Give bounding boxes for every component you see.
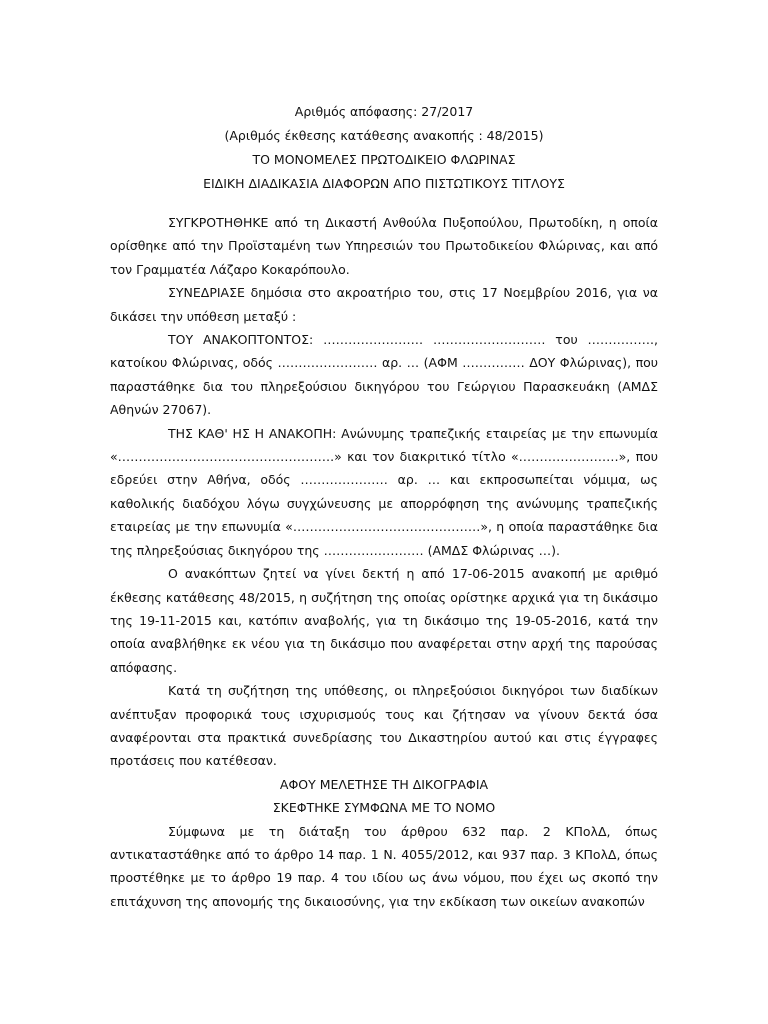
decision-header	[110, 100, 658, 196]
hearing-paragraph: Κατά τη συζήτηση της υπόθεσης, οι πληρεξούσιοι δικηγόροι των διαδίκων ανέπτυξαν προφορικά τους ισχυρισμούς τους και ζήτησαν να γίνουν δεκτά όσα αναφέρονται στα πρακτικά συνεδρίασης του Δικαστηρίου αυτού και στις έγγραφες προτάσεις που κατέθεσαν.	[110, 683, 658, 769]
composition-paragraph: ΣΥΓΚΡΟΤΗΘΗΚΕ από τη Δικαστή Ανθούλα Πυξοπούλου, Πρωτοδίκη, η οποία ορίσθηκε από την Προϊσταμένη των Υπηρεσιών του Πρωτοδικείου Φλώρινας, και από τον Γραμματέα Λάζαρο Κοκαρόπουλο.	[110, 215, 658, 277]
court-name: ΤΟ ΜΟΝΟΜΕΛΕΣ ΠΡΩΤΟΔΙΚΕΙΟ ΦΛΩΡΙΝΑΣ	[252, 152, 516, 167]
procedure-title: ΕΙΔΙΚΗ ΔΙΑΔΙΚΑΣΙΑ ΔΙΑΦΟΡΩΝ ΑΠΟ ΠΙΣΤΩΤΙΚΟΥΣ ΤΙΤΛΟΥΣ	[203, 176, 565, 191]
considered-heading: ΣΚΕΦΤΗΚΕ ΣΥΜΦΩΝΑ ΜΕ ΤΟ ΝΟΜΟ	[272, 800, 496, 816]
session-paragraph: ΣΥΝΕΔΡΙΑΣΕ δημόσια στο ακροατήριο του, στις 17 Νοεμβρίου 2016, για να δικάσει την υπόθεση μεταξύ :	[110, 285, 658, 324]
request-paragraph: Ο ανακόπτων ζητεί να γίνει δεκτή η από 17-06-2015 ανακοπή με αριθμό έκθεσης κατάθεσης 48/2015, η συζήτηση της οποίας ορίστηκε αρχικά για τη δικάσιμο της 19-11-2015 και, κατόπιν αναβολής, για τη δικάσιμο της 19-05-2016, κατά την οποία αναβλήθηκε εκ νέου για τη δικάσιμο που αναφέρεται στην αρχή της παρούσας απόφασης.	[110, 566, 658, 675]
respondent-paragraph: ΤΗΣ ΚΑΘ' ΗΣ Η ΑΝΑΚΟΠΗ: Ανώνυμης τραπεζικής εταιρείας με την επωνυμία «…………………………………………….» και τον διακριτικό τίτλο «……………………», που εδρεύει στην Αθήνα, οδός ………………… αρ. … και εκπροσωπείται νόμιμα, ως καθολικής διαδόχου λόγω συγχώνευσης με απορρόφηση της ανώνυμης τραπεζικής εταιρείας με την επωνυμία «………………………………………», η οποία παραστάθηκε δια της πληρεξούσιας δικηγόρου της …………………… (ΑΜΔΣ Φλώρινας …).	[110, 425, 658, 558]
decision-number: Αριθμός απόφασης: 27/2017	[294, 104, 474, 119]
law-paragraph: Σύμφωνα με τη διάταξη του άρθρου 632 παρ. 2 ΚΠολΔ, όπως αντικαταστάθηκε από το άρθρο 14 παρ. 1 Ν. 4055/2012, και 937 παρ. 3 ΚΠολΔ, όπως προστέθηκε με το άρθρο 19 παρ. 4 του ιδίου ως άνω νόμου, που έχει ως σκοπό την επιτάχυνση της απονομής της δικαιοσύνης, για την εκδίκαση των οικείων ανακοπών	[110, 823, 658, 909]
opponent-paragraph: ΤΟΥ ΑΝΑΚΟΠΤΟΝΤΟΣ: …………………… ……………………… του ……………., κατοίκου Φλώρινας, οδός …………………… αρ. … (ΑΦΜ …………… ΔΟΥ Φλώρινας), που παραστάθηκε δια του πληρεξούσιου δικηγόρου του Γεώργιου Παρασκευάκη (ΑΜΔΣ Αθηνών 27067).	[110, 332, 658, 418]
decision-body	[110, 211, 658, 913]
filing-number: (Αριθμός έκθεσης κατάθεσης ανακοπής : 48/2015)	[224, 128, 544, 143]
studied-heading: ΑΦΟΥ ΜΕΛΕΤΗΣΕ ΤΗ ΔΙΚΟΓΡΑΦΙΑ	[279, 776, 489, 792]
